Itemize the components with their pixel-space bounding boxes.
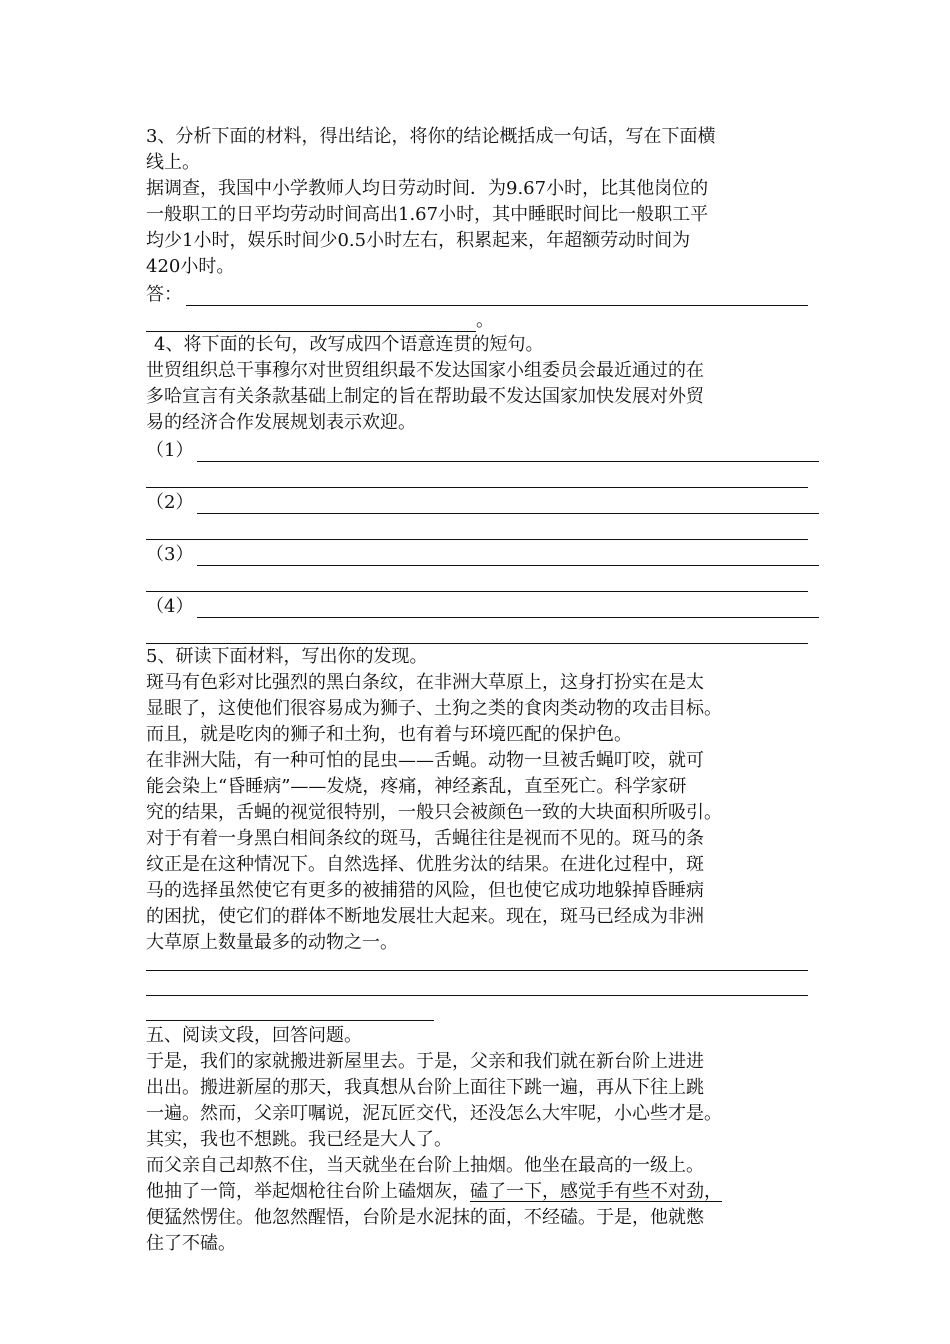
q4-answer-1-blank[interactable] [197,443,819,462]
section5-para1-line-2: 出出。搬进新屋的那天，我真想从台阶上面往下跳一遍，再从下往上跳 [146,1077,704,1098]
q5-para1-line-2: 显眼了，这使他们很容易成为狮子、土狗之类的食肉类动物的攻击目标。 [146,698,722,719]
q4-answer-4-continuation [146,618,826,644]
q3-prompt-line-2: 线上。 [146,152,200,173]
q3-answer-blank-1[interactable] [186,287,808,306]
q3-material-line-4: 420小时。 [146,256,235,277]
q3-end-mark: 。 [476,310,494,331]
q4-sentence-line-3: 易的经济合作发展规划表示欢迎。 [146,412,416,433]
section5-para2-line-2 [146,1179,826,1205]
q5-para2-line-1: 在非洲大陆，有一种可怕的昆虫——舌蝇。动物一旦被舌蝇叮咬，就可 [146,750,704,771]
q5-para2-line-2: 能会染上“昏睡病”——发烧，疼痛，神经紊乱，直至死亡。科学家研 [146,776,687,797]
q4-answer-3-blank[interactable] [197,547,819,566]
q4-answer-1-continuation [146,462,826,488]
q4-answer-2-continuation [146,514,826,540]
q3-material-line-1: 据调查，我国中小学教师人均日劳动时间．为9.67小时，比其他岗位的 [146,178,709,199]
q3-prompt-line-1: 3、分析下面的材料，得出结论，将你的结论概括成一句话，写在下面横 [146,126,716,147]
q4-answer-4-row [146,592,826,618]
q4-answer-3-row [146,540,826,566]
q3-answer-row-2 [146,306,826,332]
q5-para2-line-7: 的困扰，使它们的群体不断地发展壮大起来。现在，斑马已经成为非洲 [146,906,704,927]
q5-para1-line-1: 斑马有色彩对比强烈的黑白条纹，在非洲大草原上，这身打扮实在是太 [146,672,704,693]
section5-para2-line-1: 而父亲自己却熬不住，当天就坐在台阶上抽烟。他坐在最高的一级上。 [146,1155,704,1176]
q5-para2-line-8: 大草原上数量最多的动物之一。 [146,932,398,953]
q4-answer-2-blank[interactable] [197,495,819,514]
section5-para2-line-3: 便猛然愣住。他忽然醒悟，台阶是水泥抹的面，不经磕。于是，他就憋 [146,1207,704,1228]
q5-para2-line-4: 对于有着一身黑白相间条纹的斑马，舌蝇往往是视而不见的。斑马的条 [146,828,704,849]
q4-answer-2-row [146,488,826,514]
q4-answer-4-blank[interactable] [197,599,819,618]
q3-answer-blank-2[interactable] [146,313,476,332]
section5-para2-line-2-plain: 他抽了一筒，举起烟枪往台阶上磕烟灰， [146,1181,470,1202]
q4-label-2: （2） [146,492,194,513]
worksheet-page [146,124,826,1257]
q4-answer-1-row [146,436,826,462]
q5-prompt: 5、研读下面材料，写出你的发现。 [146,646,428,667]
q4-sentence-line-1: 世贸组织总干事穆尔对世贸组织最不发达国家小组委员会最近通过的在 [146,360,704,381]
q5-para2-line-6: 马的选择虽然使它有更多的被捕猎的风险，但也使它成功地躲掉昏睡病 [146,880,704,901]
q3-answer-row [146,280,826,306]
q4-label-4: （4） [146,596,194,617]
q4-prompt: 4、将下面的长句，改写成四个语意连贯的短句。 [154,334,544,355]
section5-underlined-phrase: 磕了一下，感觉手有些不对劲， [470,1181,722,1202]
q4-label-1: （1） [146,440,194,461]
q4-label-3: （3） [146,544,194,565]
q4-answer-2-blank-2[interactable] [146,521,808,540]
q5-para2-line-3: 究的结果，舌蝇的视觉很特别，一般只会被颜色一致的大块面积所吸引。 [146,802,722,823]
section5-heading: 五、阅读文段，回答问题。 [146,1025,362,1046]
q3-material-line-2: 一般职工的日平均劳动时间高出1.67小时，其中睡眠时间比一般职工平 [146,204,709,225]
q4-answer-3-continuation [146,566,826,592]
section5-para2-line-4: 住了不磕。 [146,1233,236,1254]
q5-para2-line-5: 纹正是在这种情况下。自然选择、优胜劣汰的结果。在进化过程中，斑 [146,854,704,875]
q5-para1-line-3: 而且，就是吃肉的狮子和土狗，也有着与环境匹配的保护色。 [146,724,632,745]
q4-answer-3-blank-2[interactable] [146,573,808,592]
q4-answer-1-blank-2[interactable] [146,469,808,488]
q3-answer-label: 答： [146,284,182,305]
q4-answer-4-blank-2[interactable] [146,625,808,644]
section5-para1-line-1: 于是，我们的家就搬进新屋里去。于是，父亲和我们就在新台阶上进进 [146,1051,704,1072]
section5-para1-line-3: 一遍。然而，父亲叮嘱说，泥瓦匠交代，还没怎么大牢呢，小心些才是。 [146,1103,722,1124]
q3-material-line-3: 均少1小时，娱乐时间少0.5小时左右，积累起来，年超额劳动时间为 [146,230,691,251]
section5-para1-line-4: 其实，我也不想跳。我已经是大人了。 [146,1129,452,1150]
q4-sentence-line-2: 多哈宣言有关条款基础上制定的旨在帮助最不发达国家加快发展对外贸 [146,386,704,407]
